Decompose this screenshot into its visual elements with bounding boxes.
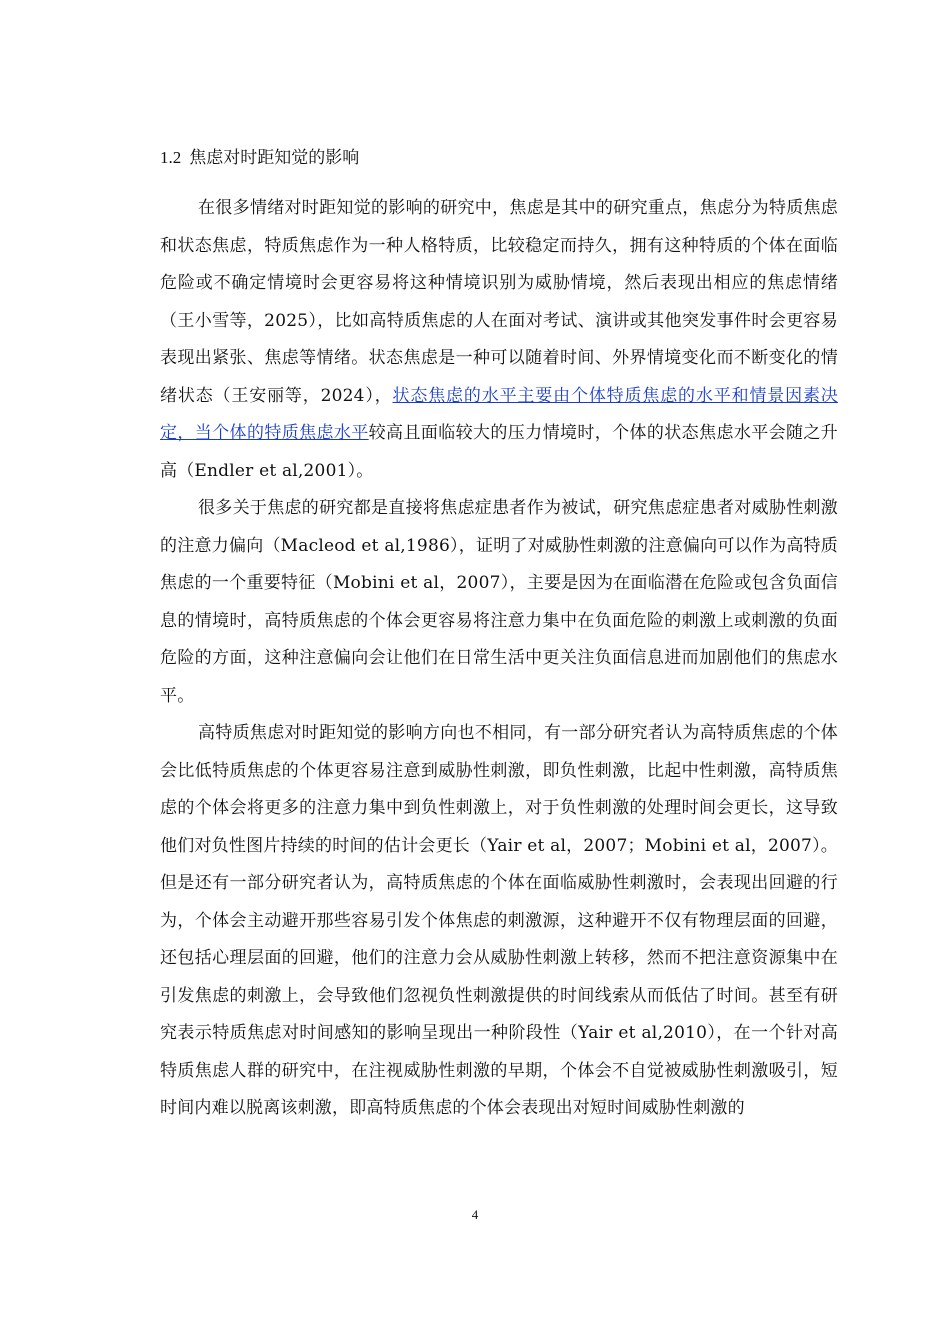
section-title: 焦虑对时距知觉的影响 [189, 148, 360, 168]
paragraph-1-text: 在很多情绪对时距知觉的影响的研究中，焦虑是其中的研究重点，焦虑分为特质焦虑和状态焦虑，特质焦虑作为一种人格特质，比较稳定而持久，拥有这种特质的个体在面临危险或不确定情境时会更容易将这种情境识别为威胁情境，然后表现出相应的焦虑情绪（王小雪等，2025），比如高特质焦虑的人在面对考试、演讲或其他突发事件时会更容易表现出紧张、焦虑等情绪。状态焦虑是一种可以随着时间、外界情境变化而不断变化的情绪状态（王安丽等，2024）， [160, 198, 838, 406]
section-heading [160, 146, 359, 170]
body-text [160, 190, 838, 1128]
paragraph-2: 很多关于焦虑的研究都是直接将焦虑症患者作为被试，研究焦虑症患者对威胁性刺激的注意力偏向（Macleod et al,1986），证明了对威胁性刺激的注意偏向可以作为高特质焦虑的一个重要特征（Mobini et al，2007），主要是因为在面临潜在危险或包含负面信息的情境时，高特质焦虑的个体会更容易将注意力集中在负面危险的刺激上或刺激的负面危险的方面，这种注意偏向会让他们在日常生活中更关注负面信息进而加剧他们的焦虑水平。 [160, 498, 838, 706]
hyperlink-text[interactable]: 状态焦虑的水平主要由个体特质焦虑的水平和情景因素决定，当个体的特质焦虑水平 [160, 385, 839, 443]
page-number: 4 [471, 1207, 479, 1222]
paragraph-3: 高特质焦虑对时距知觉的影响方向也不相同，有一部分研究者认为高特质焦虑的个体会比低特质焦虑的个体更容易注意到威胁性刺激，即负性刺激，比起中性刺激，高特质焦虑的个体会将更多的注意力集中到负性刺激上，对于负性刺激的处理时间会更长，这导致他们对负性图片持续的时间的估计会更长（Yair et al，2007；Mobini et al，2007）。但是还有一部分研究者认为，高特质焦虑的个体在面临威胁性刺激时，会表现出回避的行为，个体会主动避开那些容易引发个体焦虑的刺激源，这种避开不仅有物理层面的回避，还包括心理层面的回避，他们的注意力会从威胁性刺激上转移，然而不把注意资源集中在引发焦虑的刺激上，会导致他们忽视负性刺激提供的时间线索从而低估了时间。甚至有研究表示特质焦虑对时间感知的影响呈现出一种阶段性（Yair et al,2010），在一个针对高特质焦虑人群的研究中，在注视威胁性刺激的早期，个体会不自觉被威胁性刺激吸引，短时间内难以脱离该刺激，即高特质焦虑的个体会表现出对短时间威胁性刺激的 [160, 723, 838, 1118]
section-number: 1.2 [160, 148, 182, 167]
paragraph-1-text-continued: 较高且面临较大的压力情境时，个体的状态焦虑水平会随之升高（Endler et al,2001）。 [160, 423, 838, 481]
paragraph-1 [160, 190, 838, 490]
